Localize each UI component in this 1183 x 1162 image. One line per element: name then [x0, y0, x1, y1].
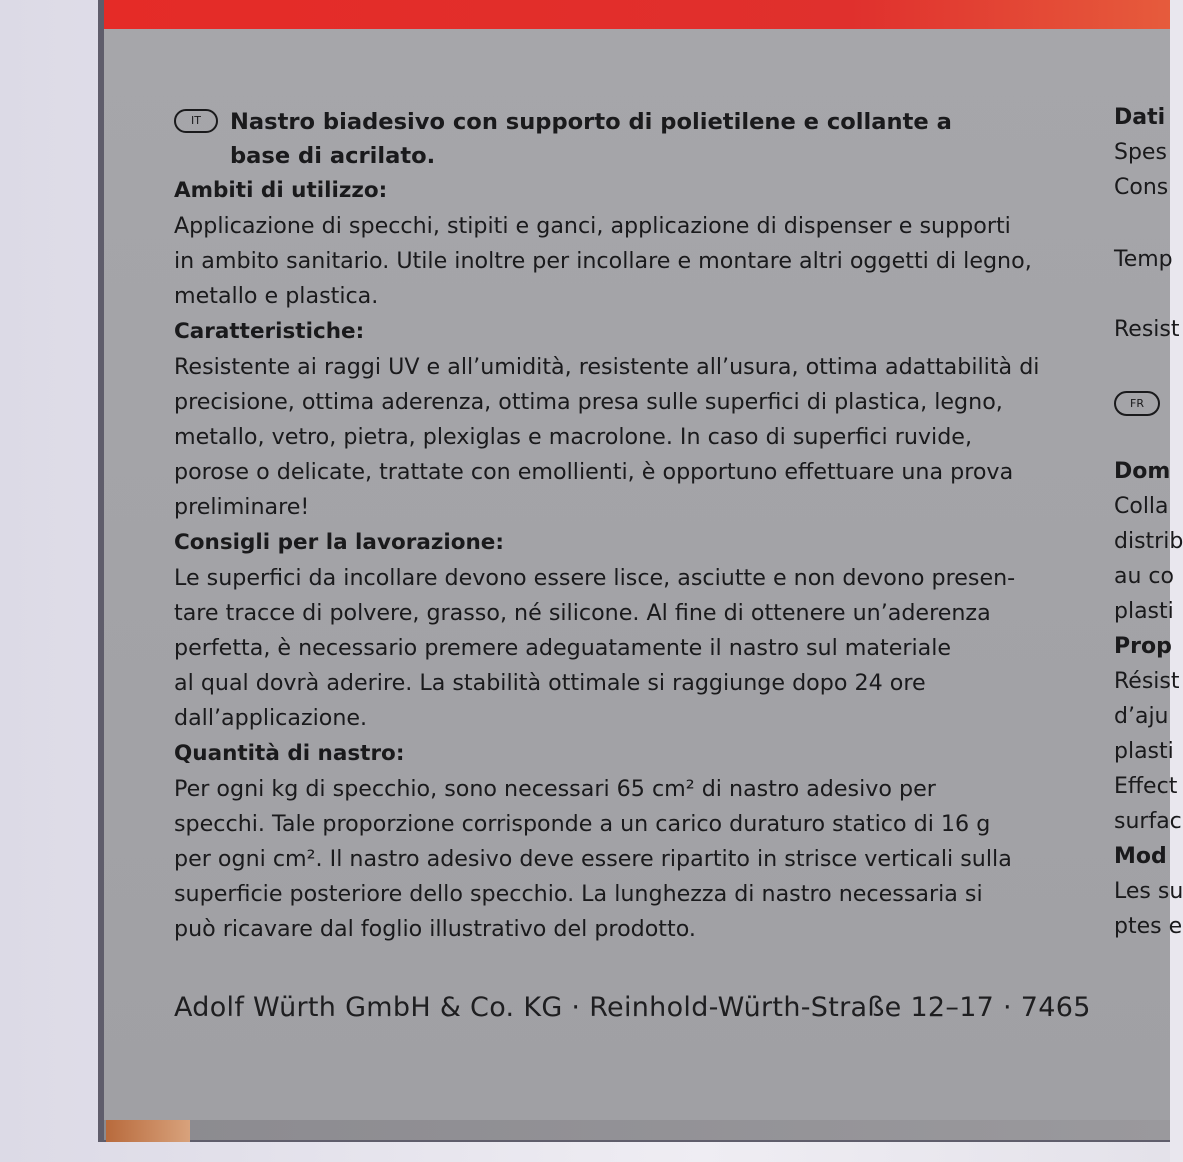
- section-heading-usage: Ambiti di utilizzo:: [174, 178, 388, 203]
- right-line: Resist: [1114, 317, 1180, 342]
- language-badge-fr: FR: [1114, 391, 1160, 416]
- right-line: distrib: [1114, 529, 1183, 554]
- product-title: [174, 105, 1054, 173]
- product-box-panel: [104, 0, 1183, 1140]
- body-line: tare tracce di polvere, grasso, né silicone. Al fine di ottenere un’aderenza: [174, 600, 991, 626]
- right-line: Temp: [1114, 247, 1173, 272]
- box-bottom-edge: [104, 1120, 1170, 1140]
- right-line: d’aju: [1114, 704, 1169, 729]
- cardboard-tab: [106, 1120, 190, 1142]
- right-line: Effect: [1114, 774, 1178, 799]
- title-line-2: base di acrilato.: [230, 143, 436, 169]
- body-line: Applicazione di specchi, stipiti e ganci, applicazione di dispenser e supporti: [174, 213, 1011, 239]
- body-line: metallo, vetro, pietra, plexiglas e macrolone. In caso di superfici ruvide,: [174, 424, 973, 450]
- italian-text-column: [174, 105, 1054, 947]
- body-line: metallo e plastica.: [174, 283, 379, 309]
- body-line: al qual dovrà aderire. La stabilità ottimale si raggiunge dopo 24 ore: [174, 670, 926, 696]
- right-line: Les su: [1114, 879, 1183, 904]
- body-line: superficie posteriore dello specchio. La lunghezza di nastro necessaria si: [174, 881, 983, 907]
- body-line: porose o delicate, trattate con emollienti, è opportuno effettuare una prova: [174, 459, 1014, 485]
- body-line: Per ogni kg di specchio, sono necessari 65 cm² di nastro adesivo per: [174, 776, 936, 802]
- right-line: Colla: [1114, 494, 1169, 519]
- right-line: ptes e: [1114, 914, 1183, 939]
- body-line: preliminare!: [174, 494, 310, 520]
- body-line: dall’applicazione.: [174, 705, 368, 731]
- body-line: specchi. Tale proporzione corrisponde a un carico duraturo statico di 16 g: [174, 811, 991, 837]
- body-line: Resistente ai raggi UV e all’umidità, resistente all’usura, ottima adattabilità di: [174, 354, 1040, 380]
- right-line: Prop: [1114, 634, 1172, 659]
- right-line: Mod: [1114, 844, 1167, 869]
- right-line: Résist: [1114, 669, 1180, 694]
- section-heading-quantity: Quantità di nastro:: [174, 741, 405, 766]
- right-line: surfac: [1114, 809, 1182, 834]
- manufacturer-address: Adolf Würth GmbH & Co. KG · Reinhold-Würth-Straße 12–17 · 7465: [174, 992, 1091, 1023]
- right-line: plasti: [1114, 739, 1174, 764]
- right-line: au co: [1114, 564, 1174, 589]
- body-line: per ogni cm². Il nastro adesivo deve essere ripartito in strisce verticali sulla: [174, 846, 1012, 872]
- language-badge-it: IT: [174, 109, 218, 133]
- body-line: può ricavare dal foglio illustrativo del prodotto.: [174, 916, 696, 942]
- body-line: Le superfici da incollare devono essere lisce, asciutte e non devono presen-: [174, 565, 1016, 591]
- section-heading-features: Caratteristiche:: [174, 319, 365, 344]
- right-line: Cons: [1114, 175, 1169, 200]
- body-line: precisione, ottima aderenza, ottima presa sulle superfici di plastica, legno,: [174, 389, 1003, 415]
- right-line: Dom: [1114, 459, 1171, 484]
- red-top-band: [104, 0, 1170, 29]
- right-line: Dati: [1114, 105, 1166, 130]
- right-line: plasti: [1114, 599, 1174, 624]
- section-heading-processing: Consigli per la lavorazione:: [174, 530, 504, 555]
- right-line: Spes: [1114, 140, 1167, 165]
- body-line: in ambito sanitario. Utile inoltre per incollare e montare altri oggetti di legno,: [174, 248, 1032, 274]
- title-line-1: Nastro biadesivo con supporto di polietilene e collante a: [230, 109, 952, 135]
- body-line: perfetta, è necessario premere adeguatamente il nastro sul materiale: [174, 635, 952, 661]
